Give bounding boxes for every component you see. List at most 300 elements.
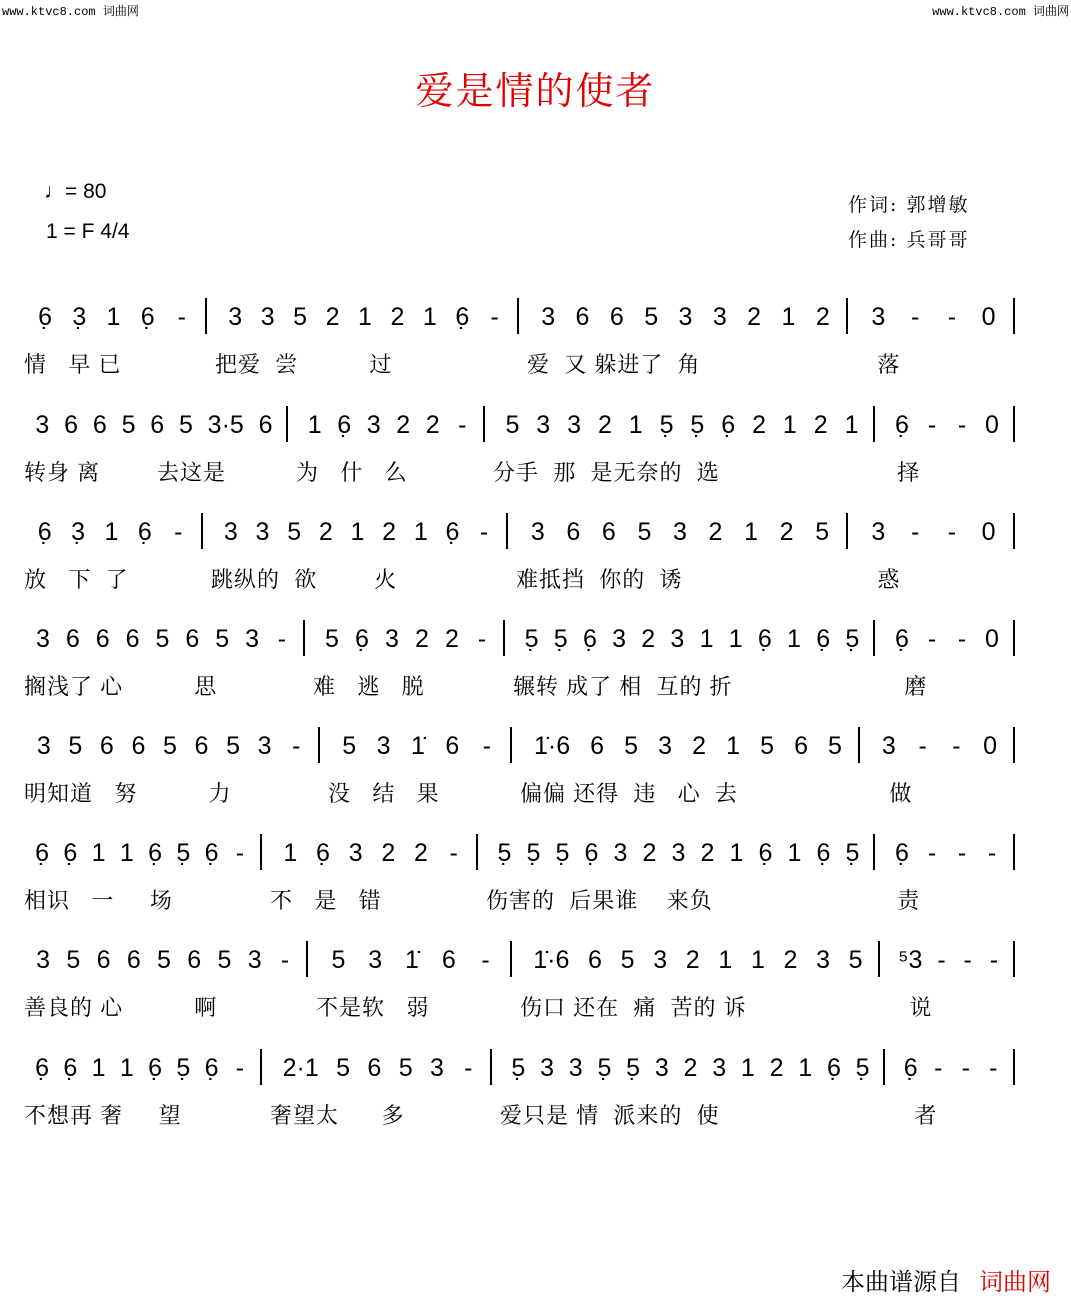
- measure: [520, 727, 860, 827]
- note: 2: [325, 302, 340, 331]
- note: 5̣: [524, 624, 539, 653]
- note: 5: [217, 945, 232, 974]
- barline: [1013, 298, 1015, 334]
- note: 6: [150, 410, 165, 439]
- note: 5̣: [555, 838, 570, 867]
- note: 1: [104, 517, 119, 546]
- measure: [856, 298, 1015, 398]
- note: -: [177, 302, 186, 331]
- note: 3: [257, 731, 272, 760]
- measure-notes: [28, 1049, 254, 1087]
- note: 3: [36, 731, 51, 760]
- note: 2: [318, 517, 333, 546]
- measure: [883, 834, 1015, 934]
- measure-lyrics: 明知道 努 力: [24, 781, 232, 806]
- note: -: [477, 624, 487, 653]
- barline: [506, 513, 508, 549]
- note: -: [963, 945, 972, 974]
- score-line: [24, 406, 1020, 506]
- note: -: [235, 1053, 245, 1082]
- note: 5: [644, 302, 659, 331]
- note: 5: [828, 731, 842, 760]
- note: 6: [64, 410, 79, 439]
- measure-notes: [274, 1049, 484, 1087]
- note: -: [957, 838, 967, 867]
- note: 6: [794, 731, 808, 760]
- barline: [858, 727, 860, 763]
- measure-notes: [531, 298, 840, 336]
- note: 3: [654, 1053, 669, 1082]
- barline: [517, 298, 519, 334]
- note: 6̣: [826, 1053, 841, 1082]
- score-line: [24, 1049, 1020, 1149]
- measure: [493, 406, 875, 506]
- note: 6̣: [582, 624, 597, 653]
- note: 6̣: [204, 1053, 219, 1082]
- measure-lyrics: 跳纵的 欲 火: [211, 567, 398, 592]
- measure-notes: [317, 620, 497, 658]
- note: 5̣: [497, 838, 512, 867]
- note: 3: [245, 624, 260, 653]
- note: 3: [255, 517, 270, 546]
- note: 6: [185, 624, 200, 653]
- barline: [873, 834, 875, 870]
- note: 5: [398, 1053, 413, 1082]
- note: 6̣: [895, 838, 909, 867]
- note: 1: [844, 410, 859, 439]
- note: 1: [106, 302, 121, 331]
- note: 5: [848, 945, 863, 974]
- note: 2: [390, 302, 405, 331]
- note: 0: [985, 624, 999, 653]
- measure-notes: [860, 298, 1007, 336]
- note: -: [235, 838, 245, 867]
- note: 6̣: [38, 302, 53, 331]
- note: 6̣: [63, 1053, 78, 1082]
- watermark-right: www.ktvc8.com 词曲网: [932, 5, 1069, 19]
- key-signature: 1 = F 4/4: [46, 220, 130, 243]
- song-title: 爱是情的使者: [415, 69, 656, 113]
- score-line: [24, 727, 1020, 827]
- note: 3: [712, 302, 727, 331]
- measure-notes: [490, 834, 867, 872]
- measure-lyrics: 不是软 弱: [316, 995, 430, 1020]
- note: -: [947, 302, 957, 331]
- note: 3: [35, 410, 50, 439]
- note: 5̣: [553, 624, 568, 653]
- lyricist-credit: 作词: 郭增敏: [848, 194, 970, 216]
- note: 3·5: [207, 410, 244, 439]
- note: 2: [642, 838, 657, 867]
- note: 6̣: [355, 624, 369, 653]
- measure: [486, 834, 875, 934]
- measure-notes: [274, 834, 470, 872]
- note: 6̣: [445, 517, 460, 546]
- measure: [24, 834, 262, 934]
- note: 6̣: [316, 838, 330, 867]
- measure-notes: [28, 941, 300, 979]
- note: -: [952, 731, 961, 760]
- measure-lyrics: 做: [868, 781, 913, 806]
- barline: [260, 1049, 262, 1085]
- note: 2: [414, 838, 428, 867]
- note: 1: [119, 838, 134, 867]
- note: 6̣: [148, 1053, 163, 1082]
- note: 3: [673, 517, 687, 546]
- note: 6: [445, 731, 460, 760]
- note: 6̣: [204, 838, 219, 867]
- measure-lyrics: 爱只是 情 派来的 使: [500, 1103, 720, 1128]
- note: 6̣: [816, 838, 831, 867]
- note: 6̣: [895, 624, 909, 653]
- measure-lyrics: 奢望太 多: [270, 1103, 405, 1128]
- note: 3: [247, 945, 262, 974]
- note: 3: [658, 731, 673, 760]
- note: -: [957, 410, 967, 439]
- note: 5̣: [659, 410, 674, 439]
- note: 3: [612, 624, 626, 653]
- note: 5: [157, 945, 171, 974]
- measure-notes: [504, 1049, 877, 1087]
- note: 2: [708, 517, 723, 546]
- measure: [296, 406, 485, 506]
- measure-notes: [28, 406, 280, 444]
- note: 5: [163, 731, 177, 760]
- note: 1: [422, 302, 437, 331]
- measure-lyrics: 爱 又 躲进了 角: [527, 352, 701, 377]
- measure-notes: [860, 513, 1007, 551]
- measure-notes: [219, 298, 511, 336]
- note: 6: [590, 731, 605, 760]
- note: 6̣: [35, 838, 50, 867]
- barline: [1013, 727, 1015, 763]
- note: 3: [613, 838, 628, 867]
- measure-notes: [520, 513, 840, 551]
- note: 3: [653, 945, 668, 974]
- note: 2: [683, 1053, 698, 1082]
- note: 2: [779, 517, 794, 546]
- measure-notes: [497, 406, 867, 444]
- note: 3: [366, 410, 381, 439]
- note: 5̣: [597, 1053, 612, 1082]
- measure-lyrics: 为 什 么: [296, 460, 408, 485]
- note: 1̇: [405, 945, 419, 974]
- note: 2: [813, 410, 828, 439]
- measure: [270, 1049, 492, 1149]
- note: -: [277, 624, 287, 653]
- barline: [306, 941, 308, 977]
- measure: [24, 620, 305, 720]
- measure-lyrics: 磨: [883, 674, 928, 699]
- measure-notes: [517, 620, 867, 658]
- barline: [1013, 1049, 1015, 1085]
- barline: [1013, 513, 1015, 549]
- measure-lyrics: 难抵挡 你的 诱: [516, 567, 683, 592]
- note: -: [934, 1053, 943, 1082]
- note: 2: [396, 410, 411, 439]
- note: 3: [678, 302, 693, 331]
- note: 3: [376, 731, 391, 760]
- note: 3: [228, 302, 243, 331]
- note: -: [987, 838, 997, 867]
- note: 1: [726, 731, 740, 760]
- note: 2·1: [282, 1053, 319, 1082]
- note: 6̣: [137, 517, 152, 546]
- score-line: [24, 941, 1020, 1041]
- note: 6̣: [816, 624, 831, 653]
- note: 3: [536, 410, 551, 439]
- note: 2: [415, 624, 429, 653]
- score-line: [24, 298, 1020, 398]
- measure-notes: [28, 727, 312, 765]
- note: 6̣: [903, 1053, 918, 1082]
- note: 6: [575, 302, 590, 331]
- barline: [476, 834, 478, 870]
- note: 1: [358, 302, 372, 331]
- note: 1̇: [411, 731, 425, 760]
- note: 6̣: [63, 838, 78, 867]
- note: 1: [699, 624, 714, 653]
- note: 2: [747, 302, 762, 331]
- measure-lyrics: 伤口 还在 痛 苦的 诉: [520, 995, 747, 1020]
- note: 1: [728, 624, 743, 653]
- measure: [24, 1049, 262, 1149]
- note: 3: [881, 731, 896, 760]
- note: 5: [325, 624, 339, 653]
- barline: [510, 727, 512, 763]
- note: 5̣: [855, 1053, 870, 1082]
- note: 0: [981, 517, 996, 546]
- measure: [270, 834, 478, 934]
- note: 1: [781, 302, 796, 331]
- note: -: [961, 1053, 970, 1082]
- note: 6: [258, 410, 273, 439]
- measure-notes: [28, 298, 199, 336]
- measure-lyrics: 相识 一 场: [24, 888, 173, 913]
- note: 3: [567, 410, 582, 439]
- measure-notes: [320, 941, 504, 979]
- note: 5̣: [176, 1053, 191, 1082]
- note: -: [957, 624, 967, 653]
- measure-notes: [300, 406, 477, 444]
- barline: [503, 620, 505, 656]
- note: -: [464, 1053, 473, 1082]
- measure: [211, 513, 508, 613]
- measure: [893, 1049, 1015, 1149]
- note: 3: [871, 302, 886, 331]
- note: 6̣: [757, 624, 772, 653]
- barline: [286, 406, 288, 442]
- note: 6: [566, 517, 581, 546]
- note: 1: [119, 1053, 134, 1082]
- note: 6: [609, 302, 624, 331]
- note: 5: [215, 624, 230, 653]
- measure-notes: [872, 727, 1007, 765]
- note: 1: [744, 517, 758, 546]
- barline: [303, 620, 305, 656]
- note: 2: [752, 410, 766, 439]
- note: 5: [815, 517, 830, 546]
- note: 6̣: [455, 302, 470, 331]
- note: 6̣: [148, 838, 163, 867]
- measure-lyrics: 辗转 成了 相 互的 折: [513, 674, 733, 699]
- measure-lyrics: 善良的 心 啊: [24, 995, 218, 1020]
- score-line: [24, 620, 1020, 720]
- note: 3: [385, 624, 399, 653]
- measure: [856, 513, 1015, 613]
- note: -: [927, 624, 937, 653]
- barline: [1013, 620, 1015, 656]
- note: 6: [194, 731, 209, 760]
- barline: [205, 298, 207, 334]
- note: 1: [413, 517, 428, 546]
- measure-lyrics: 责: [883, 888, 921, 913]
- barline: [1013, 834, 1015, 870]
- note: -: [291, 731, 301, 760]
- barline: [490, 1049, 492, 1085]
- measure-notes: [28, 620, 297, 658]
- note: 3: [260, 302, 275, 331]
- note: 5̣: [176, 838, 191, 867]
- measure: [516, 513, 848, 613]
- note: 5: [68, 731, 83, 760]
- footer-brand: 词曲网: [979, 1269, 1051, 1296]
- note: -: [989, 945, 999, 974]
- measure-lyrics: 惑: [856, 567, 901, 592]
- measure: [888, 941, 1015, 1041]
- measure: [24, 727, 320, 827]
- measure-notes: [887, 620, 1007, 658]
- measure-lyrics: 分手 那 是无奈的 选: [493, 460, 720, 485]
- note: -: [174, 517, 183, 546]
- note: -: [482, 731, 491, 760]
- note: 2: [700, 838, 715, 867]
- barline: [883, 1049, 885, 1085]
- measure-notes: [215, 513, 500, 551]
- measure-lyrics: 情 早 已: [24, 352, 122, 377]
- note: 6̣: [758, 838, 773, 867]
- barline: [873, 406, 875, 442]
- measure-notes: [887, 406, 1007, 444]
- measure-lyrics: 者: [893, 1103, 938, 1128]
- note: -: [927, 410, 937, 439]
- note: 1: [729, 838, 744, 867]
- note: 6: [99, 731, 114, 760]
- barline: [483, 406, 485, 442]
- measure-lyrics: 落: [856, 352, 901, 377]
- measure-lyrics: 择: [883, 460, 921, 485]
- note: 2: [685, 945, 700, 974]
- composer-credit: 作曲: 兵哥哥: [848, 229, 970, 251]
- note: 1̇·6: [533, 731, 571, 760]
- measure-lyrics: 伤害的 后果谁 来负: [486, 888, 713, 913]
- measure: [328, 727, 512, 827]
- measure-notes: [28, 513, 195, 551]
- measure-notes: [524, 727, 852, 765]
- note: 5̣: [845, 624, 860, 653]
- note: 5: [760, 731, 774, 760]
- note: 6: [65, 624, 80, 653]
- note: 6̣: [35, 1053, 50, 1082]
- measure-notes: [892, 941, 1007, 979]
- note: -: [449, 838, 458, 867]
- note: 6: [96, 945, 111, 974]
- measure: [883, 620, 1015, 720]
- note: 2: [692, 731, 707, 760]
- measure-lyrics: 搁浅了 心 思: [24, 674, 218, 699]
- note: 1: [798, 1053, 813, 1082]
- note: -: [947, 517, 957, 546]
- note: 6: [125, 624, 140, 653]
- note: 1: [718, 945, 733, 974]
- note: 6: [601, 517, 616, 546]
- measure-lyrics: 说: [888, 995, 933, 1020]
- measure: [527, 298, 848, 398]
- note: 5: [336, 1053, 351, 1082]
- measure: [513, 620, 875, 720]
- barline: [201, 513, 203, 549]
- note: 5: [620, 945, 635, 974]
- note: 3̣: [71, 517, 86, 546]
- note: 5: [287, 517, 302, 546]
- note: 0: [983, 731, 998, 760]
- note: -: [490, 302, 499, 331]
- note: -: [927, 838, 937, 867]
- note: 3: [430, 1053, 444, 1082]
- measure: [868, 727, 1015, 827]
- note: 1: [91, 1053, 106, 1082]
- note: 1: [787, 838, 802, 867]
- note: 5: [505, 410, 520, 439]
- note: 6: [441, 945, 456, 974]
- note: 5̣: [690, 410, 705, 439]
- note: 1: [740, 1053, 755, 1082]
- measure-notes: [524, 941, 872, 979]
- barline: [510, 941, 512, 977]
- note: 2: [815, 302, 830, 331]
- measure: [24, 513, 203, 613]
- footer-source-text: 本曲谱源自: [841, 1269, 961, 1296]
- note: 3: [348, 838, 363, 867]
- note: 2: [425, 410, 440, 439]
- note: 5: [121, 410, 136, 439]
- note: 1: [350, 517, 365, 546]
- note: 3̣: [72, 302, 87, 331]
- note: 2: [769, 1053, 784, 1082]
- note: 6: [588, 945, 602, 974]
- note: 6̣: [584, 838, 599, 867]
- note: 5: [226, 731, 240, 760]
- note: 2: [382, 517, 397, 546]
- note: -: [989, 1053, 998, 1082]
- note: -: [280, 945, 290, 974]
- note: 6: [187, 945, 202, 974]
- measure: [500, 1049, 885, 1149]
- measure: [24, 941, 308, 1041]
- measure-lyrics: 转身 离 去这是: [24, 460, 227, 485]
- measure-lyrics: 偏偏 还得 违 心 去: [520, 781, 738, 806]
- note: 5: [637, 517, 652, 546]
- note: 3: [671, 838, 686, 867]
- measure: [24, 406, 288, 506]
- note: 3: [540, 1053, 554, 1082]
- note: -: [937, 945, 946, 974]
- note: 5: [331, 945, 346, 974]
- note: 1: [283, 838, 298, 867]
- note: 6: [367, 1053, 382, 1082]
- note: -: [910, 517, 920, 546]
- note: 6̣: [37, 517, 52, 546]
